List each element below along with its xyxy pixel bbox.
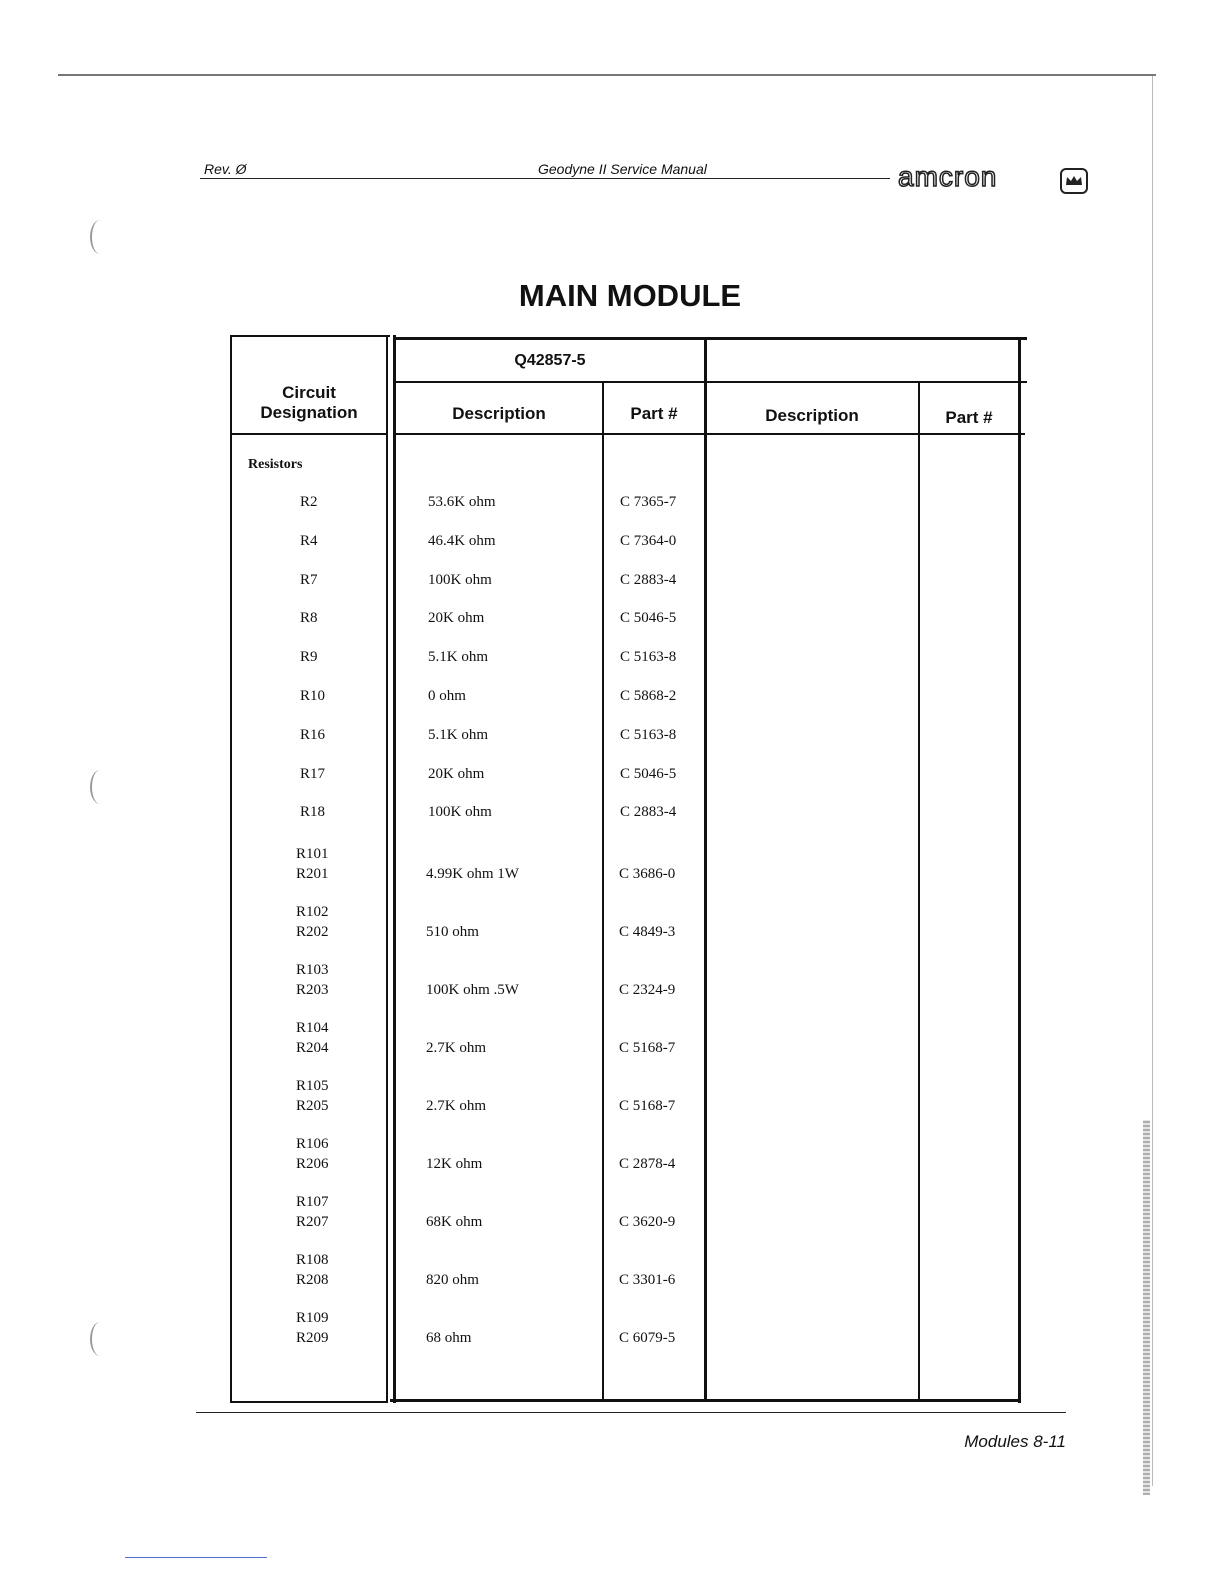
parts-table [230, 335, 1030, 1405]
header-description-2: Description [765, 406, 859, 425]
header-circuit-designation: Circuit Designation [260, 383, 358, 422]
designation-cell: R2 [300, 494, 318, 510]
part-number-cell: C 2878-4 [619, 1156, 676, 1173]
description-cell: 20K ohm [428, 610, 485, 627]
part-number-cell: C 5168-7 [619, 1098, 676, 1115]
group-label-q42857: Q42857-5 [514, 352, 586, 369]
table-border [230, 1401, 386, 1403]
part-number-cell: C 7365-7 [620, 494, 677, 510]
description-cell: 12K ohm [426, 1156, 483, 1173]
binder-hole [90, 1322, 110, 1356]
part-number-cell: C 3686-0 [619, 866, 676, 883]
part-number-cell: C 5046-5 [620, 765, 677, 782]
designation-cell: R107 [296, 1194, 329, 1211]
table-border [386, 335, 388, 1403]
designation-cell: R104 [296, 1020, 329, 1037]
designation-cell: R9 [300, 649, 318, 666]
designation-cell: R103 [296, 962, 329, 979]
description-cell: 68 ohm [426, 1330, 472, 1347]
designation-cell: R18 [300, 804, 326, 821]
part-number-cell: C 5163-8 [620, 649, 677, 666]
table-border [393, 337, 1027, 340]
page-number: Modules 8-11 [964, 1432, 1066, 1451]
description-cell: 0 ohm [428, 688, 466, 704]
designation-cell: R109 [296, 1310, 329, 1327]
table-border [393, 335, 396, 1403]
footer-rule [196, 1412, 1066, 1413]
part-number-cell: C 7364-0 [620, 532, 677, 549]
description-cell: 2.7K ohm [426, 1098, 486, 1115]
part-number-cell: C 5168-7 [619, 1040, 676, 1057]
description-cell: 53.6K ohm [428, 494, 496, 510]
header-description: Description [452, 404, 546, 423]
designation-cell: R205 [296, 1098, 329, 1115]
scan-shadow [1143, 1120, 1150, 1495]
description-cell: 2.7K ohm [426, 1040, 486, 1057]
top-scan-rule [58, 74, 1156, 76]
header-rule [200, 178, 890, 179]
revision-label: Rev. Ø [204, 161, 247, 177]
designation-cell: R7 [300, 571, 318, 588]
designation-cell: R201 [296, 866, 329, 883]
description-cell: 100K ohm .5W [426, 982, 519, 999]
part-number-cell: C 6079-5 [619, 1330, 676, 1347]
header-divider [230, 433, 388, 435]
binder-hole [90, 770, 110, 804]
table-border [1018, 337, 1021, 1403]
column-divider [704, 337, 707, 1401]
description-cell: 68K ohm [426, 1214, 483, 1231]
scan-mark [125, 1557, 267, 1558]
description-cell: 100K ohm [428, 804, 492, 821]
header-divider [393, 433, 1025, 435]
designation-cell: R8 [300, 610, 318, 627]
part-number-cell: C 3620-9 [619, 1214, 676, 1231]
designation-cell: R203 [296, 982, 329, 999]
header-part-number-2: Part # [945, 408, 993, 427]
designation-cell: R204 [296, 1040, 329, 1057]
description-cell: 5.1K ohm [428, 726, 488, 743]
description-cell: 820 ohm [426, 1272, 479, 1289]
binder-hole [90, 220, 110, 254]
description-cell: 5.1K ohm [428, 649, 488, 666]
part-number-cell: C 3301-6 [619, 1272, 676, 1289]
brand-logo: amcron [898, 161, 998, 192]
description-cell: 4.99K ohm 1W [426, 866, 519, 883]
column-divider [918, 383, 920, 1401]
description-cell: 100K ohm [428, 571, 492, 588]
part-number-cell: C 2883-4 [620, 804, 677, 821]
header-part-number: Part # [630, 404, 678, 423]
crown-icon [1060, 168, 1088, 194]
designation-cell: R101 [296, 846, 329, 863]
part-number-cell: C 5868-2 [620, 688, 677, 704]
column-divider [602, 383, 604, 1401]
designation-cell: R208 [296, 1272, 329, 1289]
designation-cell: R209 [296, 1330, 329, 1347]
designation-cell: R17 [300, 765, 326, 782]
part-number-cell: C 4849-3 [619, 924, 676, 941]
section-label-resistors: Resistors [248, 457, 303, 472]
designation-cell: R106 [296, 1136, 329, 1153]
designation-cell: R105 [296, 1078, 329, 1095]
designation-cell: R16 [300, 726, 326, 743]
designation-cell: R207 [296, 1214, 329, 1231]
designation-cell: R108 [296, 1252, 329, 1269]
description-cell: 510 ohm [426, 924, 479, 941]
part-number-cell: C 2324-9 [619, 982, 676, 999]
part-number-cell: C 2883-4 [620, 571, 677, 588]
page-title: MAIN MODULE [518, 278, 742, 313]
designation-cell: R202 [296, 924, 329, 941]
table-border [230, 335, 390, 337]
designation-cell: R4 [300, 532, 318, 549]
designation-cell: R10 [300, 688, 326, 704]
part-number-cell: C 5163-8 [620, 726, 677, 743]
designation-cell: R102 [296, 904, 329, 921]
group-divider [393, 381, 1027, 383]
description-cell: 20K ohm [428, 765, 485, 782]
description-cell: 46.4K ohm [428, 532, 496, 549]
table-border [230, 335, 232, 1403]
manual-title: Geodyne II Service Manual [538, 161, 707, 177]
designation-cell: R206 [296, 1156, 329, 1173]
part-number-cell: C 5046-5 [620, 610, 677, 627]
